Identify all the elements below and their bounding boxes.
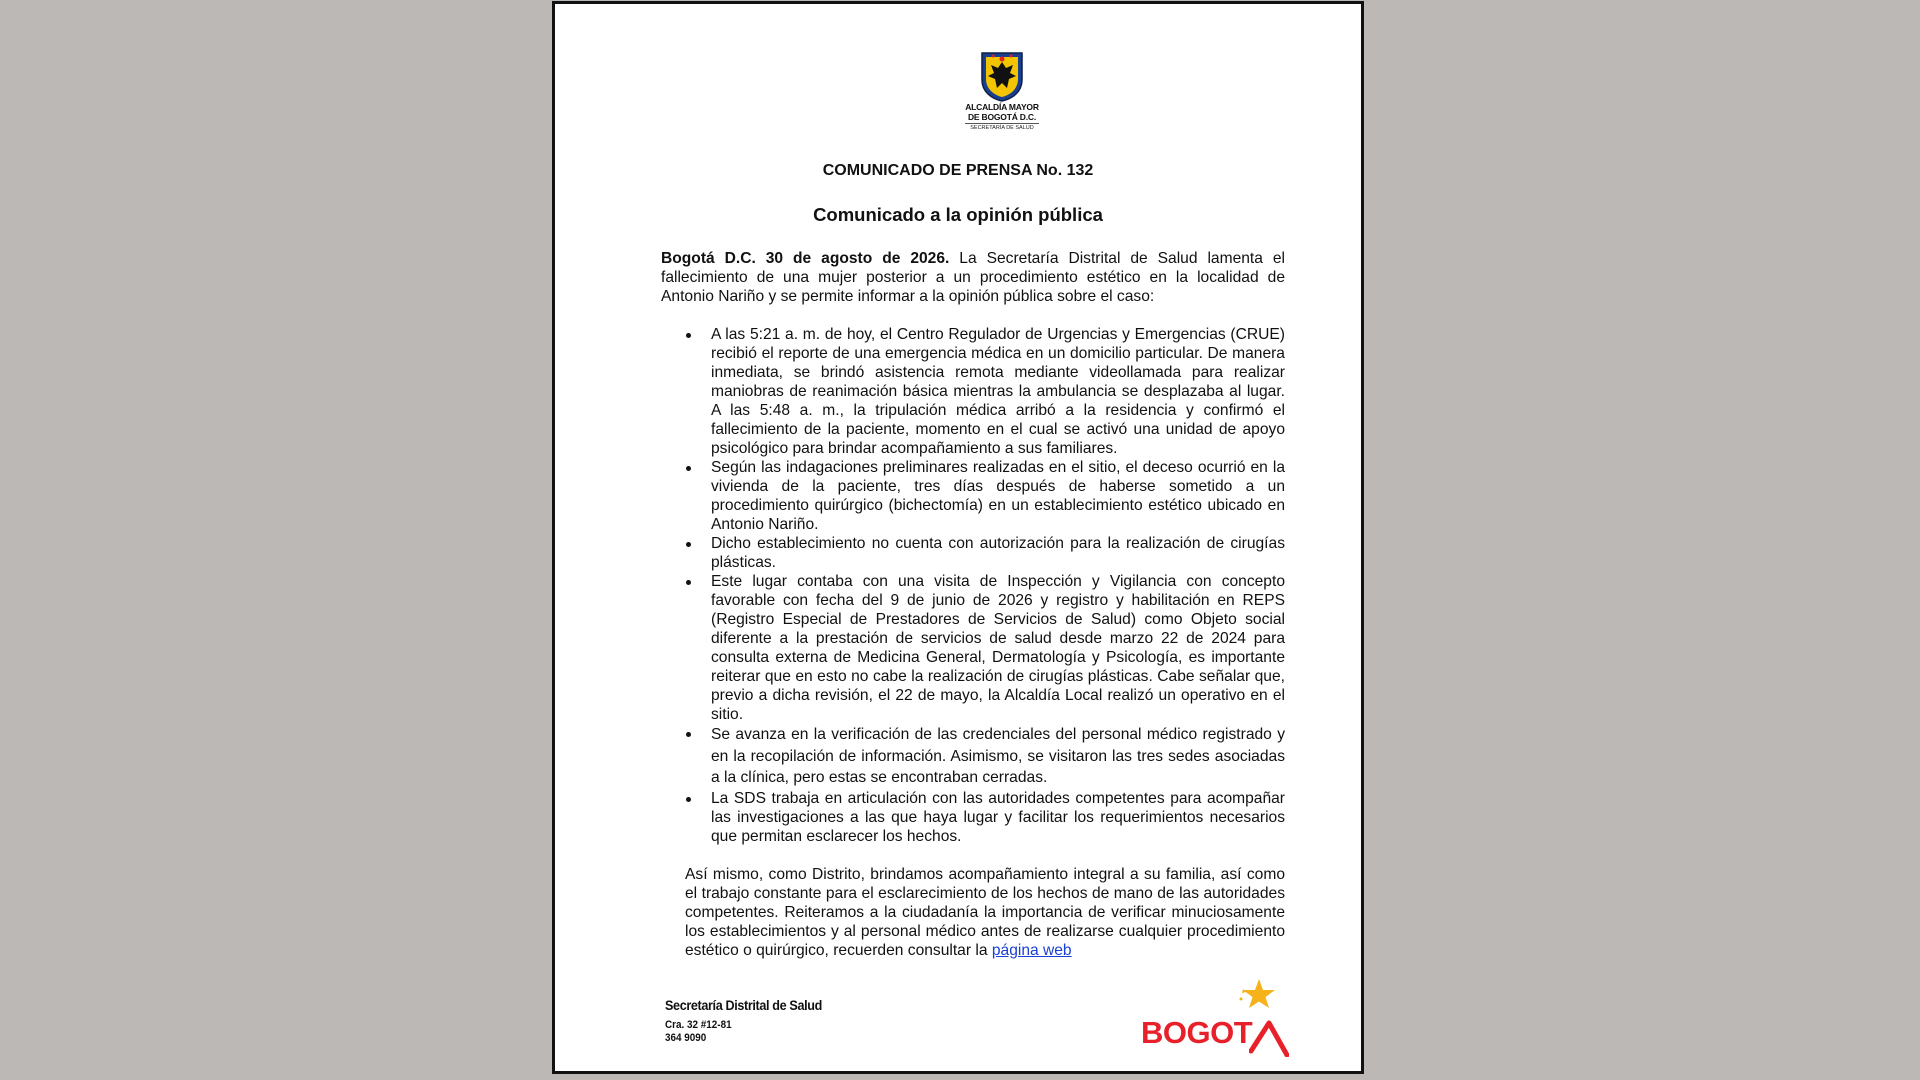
alcaldia-crest-logo xyxy=(955,50,1049,132)
page-title: Comunicado a la opinión pública xyxy=(813,204,1103,225)
closing-paragraph xyxy=(685,865,1285,960)
crest-caption-line2: DE BOGOTÁ D.C. xyxy=(967,112,1037,122)
press-release-number: COMUNICADO DE PRENSA No. 132 xyxy=(822,162,1094,179)
crest-caption-line1: ALCALDÍA MAYOR xyxy=(965,102,1039,112)
list-item: La SDS trabaja en articulación con las autoridades competentes para acompañar las investigaciones a las que haya lugar y facilitar los requerimientos necesarios que permitan esclarecer los hechos. xyxy=(661,789,1285,846)
press-release-page xyxy=(552,1,1364,1074)
footer-address: Cra. 32 #12-81 xyxy=(665,1019,732,1031)
list-item: Se avanza en la verificación de las credenciales del personal médico registrado y en la recopilación de información. Asimismo, se visitaron las tres sedes asociadas a la clínica, pero estas se encontraban cerradas. xyxy=(661,724,1285,789)
list-item: Este lugar contaba con una visita de Inspección y Vigilancia con concepto favorable con fecha del 9 de junio de 2026 y registro y habilitación en REPS (Registro Especial de Prestadores de Servicios de Salud) como Objeto social diferente a la prestación de servicios de salud desde marzo 22 de 2024 para consulta externa de Medicina General, Dermatología y Psicología, es importante reiterar que en esto no cabe la realización de cirugías plásticas. Cabe señalar que, previo a dicha revisión, el 22 de mayo, la Alcaldía Local realizó un operativo en el sitio. xyxy=(661,572,1285,724)
closing-text: Así mismo, como Distrito, brindamos acompañamiento integral a su familia, así como el trabajo constante para el esclarecimiento de los hechos de mano de las autoridades competentes. Reiteramos a la ciudadanía la importancia de verificar minuciosamente los establecimientos y al personal médico antes de realizarse cualquier procedimiento estético o quirúrgico, recuerden consultar la xyxy=(685,866,1285,959)
bogota-brand-logo xyxy=(1141,977,1291,1057)
list-item: Dicho establecimiento no cuenta con autorización para la realización de cirugías plásticas. xyxy=(661,534,1285,572)
coat-of-arms-icon xyxy=(979,50,1025,102)
list-item: Según las indagaciones preliminares realizadas en el sitio, el deceso ocurrió en la vivienda de la paciente, tres días después de haberse sometido a un procedimiento quirúrgico (bichectomía) en un establecimiento estético ubicado en Antonio Nariño. xyxy=(661,458,1285,534)
facts-list xyxy=(661,325,1285,846)
website-link[interactable]: página web xyxy=(991,942,1072,959)
bogota-logo-word: BOGOT xyxy=(1141,1015,1253,1050)
logo-a-stroke-icon xyxy=(1249,1017,1289,1057)
intro-text: La Secretaría Distrital de Salud lamenta el fallecimiento de una mujer posterior a un procedimiento estético en la localidad de Antonio Nariño y se permite informar a la opinión pública sobre el caso: xyxy=(661,250,1286,305)
star-icon xyxy=(1237,977,1277,1015)
intro-lead: Bogotá D.C. 30 de agosto de 2026. xyxy=(661,250,950,267)
footer-phone: 364 9090 xyxy=(665,1032,707,1044)
crest-caption-line3: SECRETARÍA DE SALUD xyxy=(965,123,1039,132)
footer-org-name: Secretaría Distrital de Salud xyxy=(665,997,822,1013)
list-item: A las 5:21 a. m. de hoy, el Centro Regulador de Urgencias y Emergencias (CRUE) recibió el reporte de una emergencia médica en un domicilio particular. De manera inmediata, se brindó asistencia remota mediante videollamada para realizar maniobras de reanimación básica mientras la ambulancia se desplazaba al lugar. A las 5:48 a. m., la tripulación médica arribó a la residencia y confirmó el fallecimiento de la paciente, momento en el cual se activó una unidad de apoyo psicológico para brindar acompañamiento a sus familiares. xyxy=(661,325,1285,458)
intro-paragraph xyxy=(661,249,1285,306)
footer-contact xyxy=(665,997,839,1045)
